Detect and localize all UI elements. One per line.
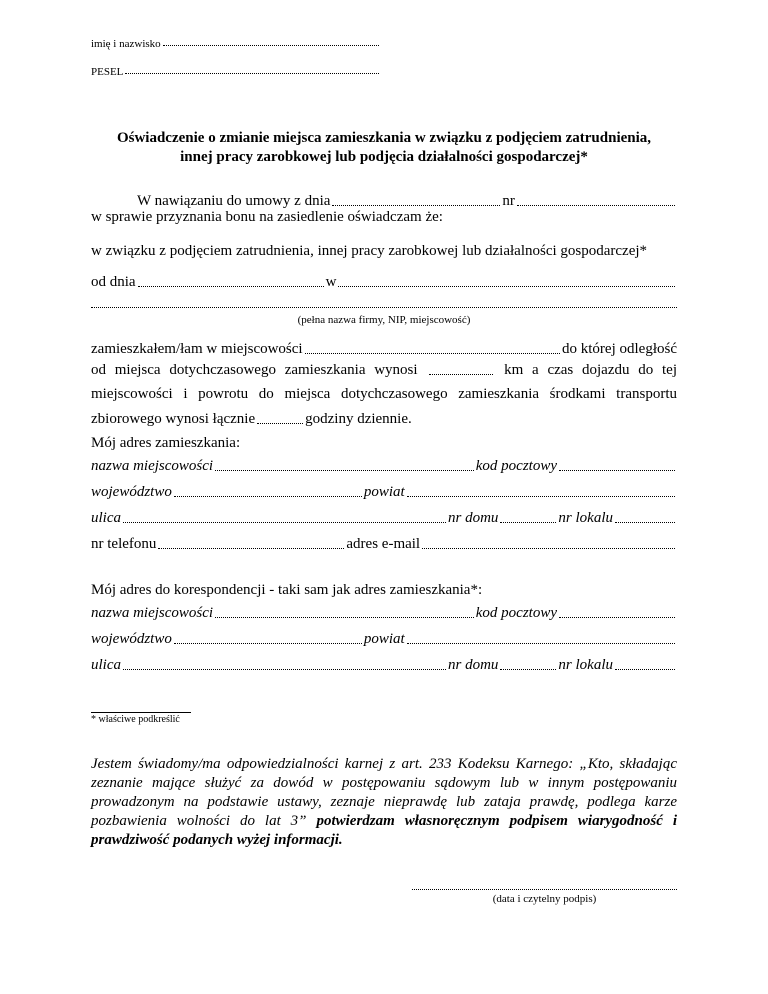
corr-street-field[interactable] <box>123 668 446 670</box>
corr-flat-label: nr lokalu <box>558 657 613 673</box>
name-field-row <box>91 38 381 50</box>
corr-street-label: ulica <box>91 657 121 673</box>
pesel-field-row <box>91 66 381 78</box>
residence-row-2 <box>91 362 677 379</box>
residence-text-1b: do której odległość <box>562 341 677 357</box>
flat-label: nr lokalu <box>558 510 613 526</box>
company-caption: (pełna nazwa firmy, NIP, miejscowość) <box>297 314 471 326</box>
intro-row <box>137 193 677 210</box>
address-heading: Mój adres zamieszkania: <box>91 435 241 451</box>
house-label: nr domu <box>447 510 499 526</box>
corr-row-street <box>91 657 677 674</box>
voivodeship-field[interactable] <box>174 495 362 497</box>
address-row-contact <box>91 536 677 553</box>
postal-label: kod pocztowy <box>475 458 557 474</box>
corr-postal-label: kod pocztowy <box>475 605 557 621</box>
corr-county-label: powiat <box>363 631 405 647</box>
email-field[interactable] <box>422 547 675 549</box>
street-field[interactable] <box>123 521 446 523</box>
signature-caption: (data i czytelny podpis) <box>492 893 597 905</box>
address-row-street <box>91 510 677 527</box>
contract-date-field[interactable] <box>332 204 500 206</box>
signature-field[interactable] <box>412 889 677 890</box>
residence-text-4a: zbiorowego wynosi łącznie <box>91 411 256 427</box>
footnote: * właściwe podkreślić <box>91 714 180 725</box>
company-field[interactable] <box>338 285 675 287</box>
county-label: powiat <box>363 484 405 500</box>
declaration-text: Jestem świadomy/ma odpowiedzialności karnej z art. 233 Kodeksu Karnego: „Kto, składając zeznanie mające służyć za dowód w postępowaniu sądowym lub w innym postępowaniu prowadzonym na podstawie ustawy, zeznaje nieprawdę lub zataja prawdę, podlega karze pozbawienia wolności do lat 3” <box>91 756 677 829</box>
pesel-field[interactable] <box>125 72 379 74</box>
name-field[interactable] <box>163 44 379 46</box>
street-label: ulica <box>91 510 121 526</box>
phone-label: nr telefonu <box>91 536 157 552</box>
residence-text-4b: godziny dziennie. <box>305 411 412 427</box>
corr-row-city <box>91 605 677 622</box>
voivodeship-label: województwo <box>91 484 172 500</box>
corr-postal-field[interactable] <box>559 616 675 618</box>
corr-house-label: nr domu <box>447 657 499 673</box>
residence-row-1 <box>91 341 677 358</box>
residence-text-2b: km a czas dojazdu do tej <box>504 362 677 378</box>
company-field-continued[interactable] <box>91 307 677 308</box>
footnote-divider <box>91 712 191 713</box>
in-label: w <box>325 274 337 290</box>
employment-text: w związku z podjęciem zatrudnienia, innej pracy zarobkowej lub działalności gospodarczej* <box>91 243 648 259</box>
from-date-label: od dnia <box>91 274 136 290</box>
city-label: nazwa miejscowości <box>91 458 214 474</box>
postal-field[interactable] <box>559 469 675 471</box>
declaration-confirmation: potwierdzam własnoręcznym podpisem wiarygodność i prawdziwość podanych wyżej informacji. <box>91 813 677 848</box>
corr-city-label: nazwa miejscowości <box>91 605 214 621</box>
residence-text-1a: zamieszkałem/łam w miejscowości <box>91 341 303 357</box>
corr-row-region <box>91 631 677 648</box>
employment-row <box>91 274 677 291</box>
declaration <box>91 755 677 850</box>
residence-row-4 <box>91 411 412 428</box>
name-label: imię i nazwisko <box>91 38 161 50</box>
corr-voivodeship-label: województwo <box>91 631 172 647</box>
corr-city-field[interactable] <box>215 616 474 618</box>
title-line-1: Oświadczenie o zmianie miejsca zamieszkania w związku z podjęciem zatrudnienia, <box>116 130 652 146</box>
city-field[interactable] <box>215 469 474 471</box>
address-row-city <box>91 458 677 475</box>
flat-field[interactable] <box>615 521 675 523</box>
email-label: adres e-mail <box>346 536 421 552</box>
from-date-field[interactable] <box>138 285 324 287</box>
correspondence-heading: Mój adres do korespondencji - taki sam jak adres zamieszkania*: <box>91 582 483 598</box>
commute-hours-field[interactable] <box>257 422 303 424</box>
address-row-region <box>91 484 677 501</box>
pesel-label: PESEL <box>91 66 124 78</box>
phone-field[interactable] <box>158 547 344 549</box>
title-line-2: innej pracy zarobkowej lub podjęcia działalności gospodarczej* <box>180 149 588 165</box>
contract-number-field[interactable] <box>517 204 675 206</box>
house-field[interactable] <box>500 521 556 523</box>
document-title <box>0 129 768 167</box>
corr-flat-field[interactable] <box>615 668 675 670</box>
intro-text-2: w sprawie przyznania bonu na zasiedlenie oświadczam że: <box>91 209 443 225</box>
corr-voivodeship-field[interactable] <box>174 642 362 644</box>
corr-county-field[interactable] <box>407 642 675 644</box>
county-field[interactable] <box>407 495 675 497</box>
residence-text-3: miejscowości i powrotu do miejsca dotychczasowego zamieszkania środkami transportu <box>91 386 677 402</box>
nr-label: nr <box>502 193 515 209</box>
corr-house-field[interactable] <box>500 668 556 670</box>
residence-city-field[interactable] <box>305 352 560 354</box>
residence-text-2a: od miejsca dotychczasowego zamieszkania wynosi <box>91 362 418 378</box>
distance-field[interactable] <box>429 373 493 375</box>
intro-text: W nawiązaniu do umowy z dnia <box>137 193 331 209</box>
